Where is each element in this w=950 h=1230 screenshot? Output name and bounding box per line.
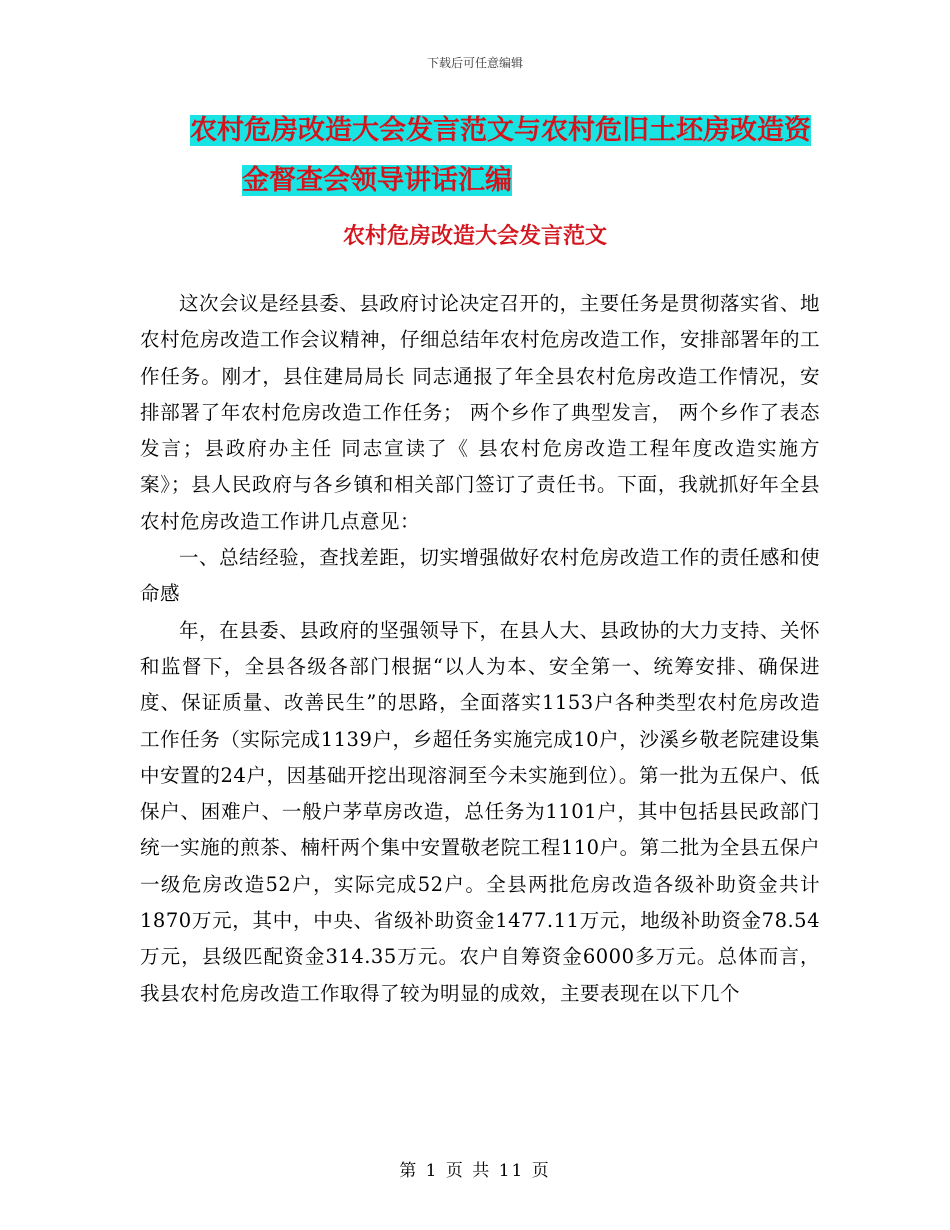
paragraph-summary: 年，在县委、县政府的坚强领导下，在县人大、县政协的大力支持、关怀和监督下，全县各级各部门根据“以人为本、安全第一、统筹安排、确保进度、保证质量、改善民生”的思路，全面落实1153户各种类型农村危房改造工作任务（实际完成1139户，乡超任务实施完成10户，沙溪乡敬老院建设集中安置的24户，因基础开挖出现溶洞至今未实施到位）。第一批为五保户、低保户、困难户、一般户茅草房改造，总任务为1101户，其中包括县民政部门统一实施的煎茶、楠杆两个集中安置敬老院工程110户。第二批为全县五保户一级危房改造52户，实际完成52户。全县两批危房改造各级补助资金共计1870万元，其中，中央、省级补助资金1477.11万元，地级补助资金78.54万元，县级匹配资金314.35万元。农户自筹资金6000多万元。总体而言，我县农村危房改造工作取得了较为明显的成效，主要表现在以下几个 xyxy=(140,618,820,1005)
section-title: 农村危房改造大会发言范文 xyxy=(342,224,607,249)
title-line-2: 金督查会领导讲话汇编 xyxy=(242,165,512,196)
header-note: 下载后可任意编辑 xyxy=(426,56,523,70)
page-number-footer: 第 1 页 共 11 页 xyxy=(399,1161,551,1181)
body-text xyxy=(140,286,820,1012)
paragraph-heading-1: 一、总结经验，查找差距，切实增强做好农村危房改造工作的责任感和使命感 xyxy=(140,546,820,606)
title-line-1: 农村危房改造大会发言范文与农村危旧土坯房改造资 xyxy=(190,115,811,146)
paragraph-intro: 这次会议是经县委、县政府讨论决定召开的，主要任务是贯彻落实省、地农村危房改造工作会议精神，仔细总结年农村危房改造工作，安排部署年的工作任务。刚才，县住建局局长 同志通报了年全县农村危房改造工作情况，安排部署了年农村危房改造工作任务； 两个乡作了典型发言， 两个乡作了表态发言；县政府办主任 同志宣读了《 县农村危房改造工程年度改造实施方案》；县人民政府与各乡镇和相关部门签订了责任书。下面，我就抓好年全县农村危房改造工作讲几点意见： xyxy=(140,292,821,533)
document-title xyxy=(190,106,810,206)
